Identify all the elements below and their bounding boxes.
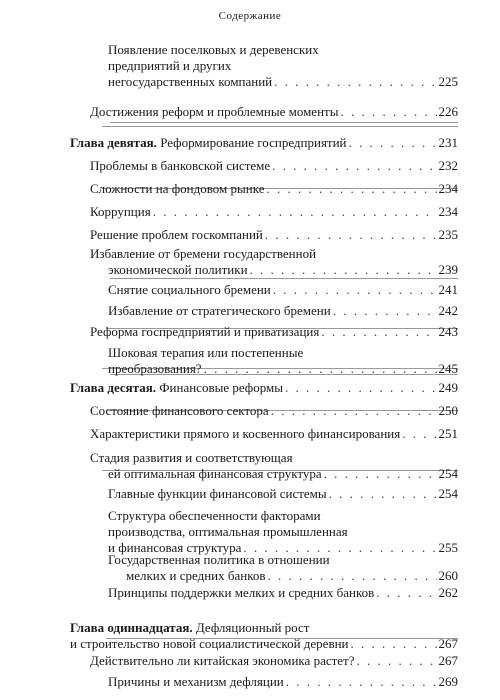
- toc-title-line: Сложности на фондовом рынке: [90, 181, 265, 196]
- page-number: 242: [438, 303, 458, 318]
- toc-entry: [90, 181, 458, 197]
- toc-chapter-entry: [70, 135, 458, 151]
- toc-title-line: Шоковая терапия или постепенные: [108, 345, 304, 360]
- toc-entry: [90, 403, 458, 419]
- toc-title-line: и финансовая структура: [108, 540, 242, 555]
- toc-entry: [108, 42, 458, 90]
- page-number: 269: [438, 674, 458, 689]
- toc-title-line: Государственная политика в отношении: [108, 552, 330, 567]
- dot-leader: [272, 158, 436, 174]
- dot-leader: [340, 104, 436, 120]
- toc-entry: [90, 653, 458, 669]
- dot-leader: [333, 303, 437, 319]
- page-number: 250: [438, 403, 458, 418]
- toc-entry: [108, 282, 458, 298]
- page-number: 234: [438, 181, 458, 196]
- toc-entry: [90, 158, 458, 174]
- dot-leader: [250, 262, 437, 278]
- toc-entry: [108, 508, 458, 556]
- toc-entry: [108, 585, 458, 601]
- dot-leader: [329, 486, 437, 502]
- page-number: 234: [438, 204, 458, 219]
- page-number: 239: [438, 262, 458, 277]
- divider-rule: [110, 278, 458, 279]
- divider-rule: [110, 122, 458, 123]
- page-header: Содержание: [218, 10, 282, 22]
- page-number: 231: [438, 135, 458, 150]
- toc-entry: [108, 552, 458, 584]
- toc-entry: [90, 204, 458, 220]
- dot-leader: [271, 403, 437, 419]
- toc-entry: [90, 450, 458, 482]
- dot-leader: [266, 181, 436, 197]
- toc-entry: [108, 345, 458, 377]
- toc-title-line: ей оптимальная финансовая структура: [108, 466, 322, 481]
- toc-title-line: и строительство новой социалистической деревни: [70, 636, 349, 651]
- toc-title-line: Причины и механизм дефляции: [108, 674, 284, 689]
- toc-title-line: Решение проблем госкомпаний: [90, 227, 263, 242]
- page-number: 260: [438, 568, 458, 583]
- toc-chapter-entry: [70, 380, 458, 396]
- page-number: 254: [438, 486, 458, 501]
- page-number: 262: [438, 585, 458, 600]
- page-number: 249: [438, 380, 458, 395]
- chapter-number: Глава девятая.: [70, 135, 157, 150]
- toc-entry: [90, 246, 458, 278]
- toc-entry: [90, 426, 458, 442]
- toc-entry: [90, 324, 458, 340]
- toc-title-line: негосударственных компаний: [108, 74, 273, 89]
- dot-leader: [274, 74, 436, 90]
- toc-title-line: преобразования?: [108, 361, 202, 376]
- dot-leader: [273, 282, 437, 298]
- page-number: 255: [438, 540, 458, 555]
- toc-title-line: Избавление от стратегического бремени: [108, 303, 331, 318]
- toc-title-line: Состояние финансового сектора: [90, 403, 269, 418]
- dot-leader: [153, 204, 437, 220]
- page-number: 267: [438, 653, 458, 668]
- dot-leader: [265, 227, 437, 243]
- toc-title-line: Дефляционный рост: [192, 620, 310, 635]
- toc-title-line: Коррупция: [90, 204, 151, 219]
- page-number: 251: [438, 426, 458, 441]
- page-number: 254: [438, 466, 458, 481]
- dot-leader: [286, 674, 437, 690]
- page-number: 267: [438, 636, 458, 651]
- toc-title-line: Действительно ли китайская экономика растет?: [90, 653, 355, 668]
- page-number: 243: [438, 324, 458, 339]
- page-number: 232: [438, 158, 458, 173]
- dot-leader: [268, 568, 437, 584]
- toc-title-line: Стадия развития и соответствующая: [90, 450, 293, 465]
- toc-title-line: Снятие социального бремени: [108, 282, 271, 297]
- dot-leader: [204, 361, 437, 377]
- toc-entry: [108, 674, 458, 690]
- dot-leader: [376, 585, 436, 601]
- page-number: 235: [438, 227, 458, 242]
- toc-chapter-entry: [70, 620, 458, 652]
- page-number: 241: [438, 282, 458, 297]
- page-number: 225: [438, 74, 458, 89]
- toc-title-line: Достижения реформ и проблемные моменты: [90, 104, 339, 119]
- toc-title-line: Проблемы в банковской системе: [90, 158, 271, 173]
- toc-title-line: предприятий и других: [108, 58, 232, 73]
- toc-title-line: Принципы поддержки мелких и средних банков: [108, 585, 375, 600]
- toc-entry: [108, 486, 458, 502]
- dot-leader: [402, 426, 436, 442]
- toc-title-line: экономической политики: [108, 262, 248, 277]
- chapter-number: Глава десятая.: [70, 380, 157, 395]
- dot-leader: [349, 135, 437, 151]
- dot-leader: [351, 636, 437, 652]
- toc-title-line: производства, оптимальная промышленная: [108, 524, 348, 539]
- divider-rule: [102, 126, 458, 127]
- toc-title-line: Характеристики прямого и косвенного финансирования: [90, 426, 401, 441]
- toc-title-line: Структура обеспеченности факторами: [108, 508, 321, 523]
- chapter-number: Глава одиннадцатая.: [70, 620, 193, 635]
- toc-title-line: Появление поселковых и деревенских: [108, 42, 319, 57]
- toc-title-line: мелких и средних банков: [126, 568, 266, 583]
- dot-leader: [321, 324, 436, 340]
- toc-title-line: Реформа госпредприятий и приватизация: [90, 324, 320, 339]
- toc-entry: [90, 227, 458, 243]
- toc-entry: [90, 104, 458, 120]
- dot-leader: [285, 380, 437, 396]
- page-number: 245: [438, 361, 458, 376]
- toc-entry: [108, 303, 458, 319]
- page-number: 226: [438, 104, 458, 119]
- dot-leader: [357, 653, 437, 669]
- toc-title-line: Избавление от бремени государственной: [90, 246, 317, 261]
- toc-title-line: Реформирование госпредприятий: [156, 135, 347, 150]
- toc-title-line: Финансовые реформы: [156, 380, 283, 395]
- toc-title-line: Главные функции финансовой системы: [108, 486, 327, 501]
- dot-leader: [324, 466, 437, 482]
